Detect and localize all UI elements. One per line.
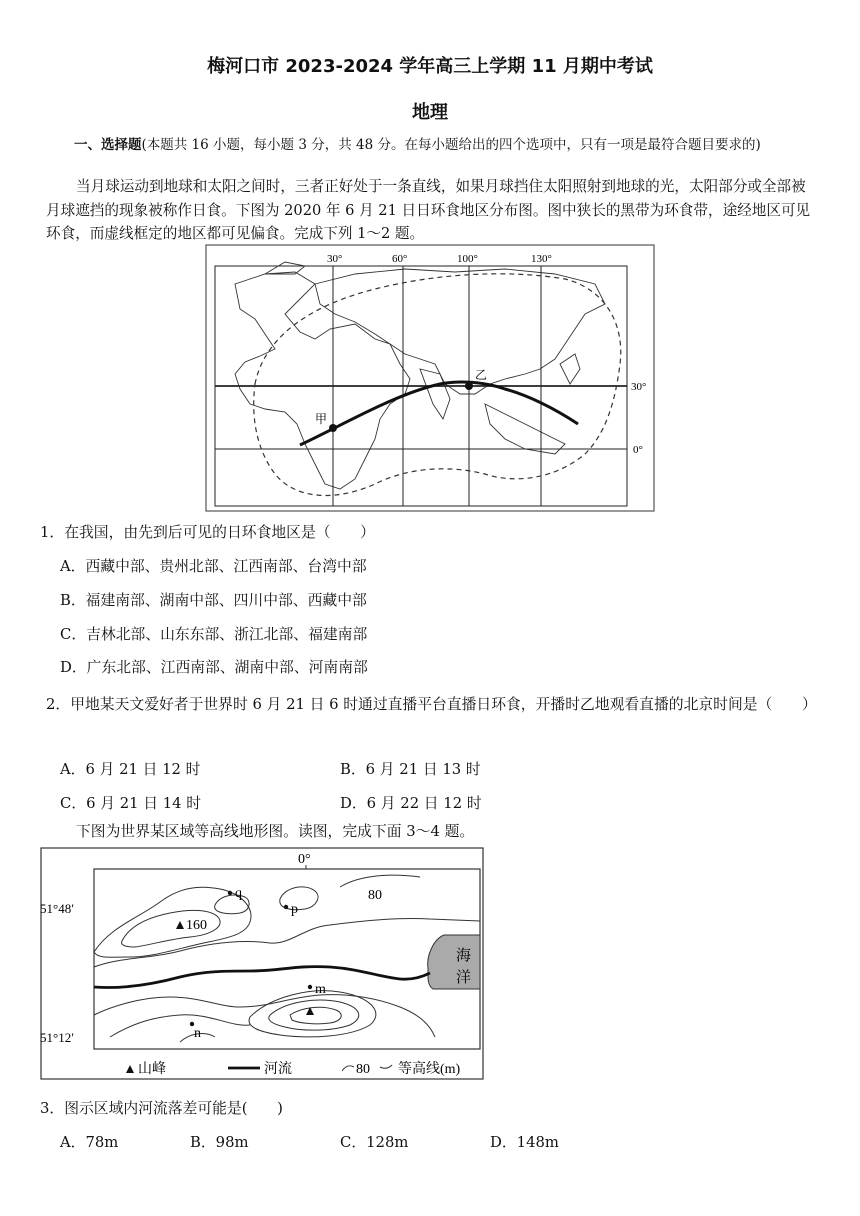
q2-option-b[interactable]: B．6 月 21 日 13 时 <box>340 761 481 778</box>
exam-title: 梅河口市 2023-2024 学年高三上学期 11 月期中考试 <box>207 56 653 77</box>
section-label: 一、选择题 <box>74 137 142 153</box>
point-n-label: n <box>194 1026 201 1041</box>
sea-label-2: 洋 <box>456 970 472 986</box>
point-q-marker <box>228 891 232 895</box>
q2-stem: 2．甲地某天文爱好者于世界时 6 月 21 日 6 时通过直播平台直播日环食，开播时乙地观看直播的北京时间是（ ） <box>46 696 817 713</box>
q1-option-a[interactable]: A．西藏中部、贵州北部、江西南部、台湾中部 <box>60 558 367 575</box>
lon-label-30: 30° <box>327 253 343 265</box>
legend-contour-sample: 80 <box>356 1062 370 1077</box>
q2-option-c[interactable]: C．6 月 21 日 14 时 <box>60 795 202 812</box>
lat-label-0: 0° <box>633 444 643 456</box>
q3-option-a[interactable]: A．78m <box>60 1134 119 1151</box>
q1-stem: 1．在我国，由先到后可见的日环食地区是（ ） <box>40 524 375 541</box>
peak-160-label: 160 <box>186 918 207 933</box>
q1-option-d[interactable]: D．广东北部、江西南部、湖南中部、河南南部 <box>60 659 368 676</box>
contour-label-80: 80 <box>368 888 382 903</box>
q3-option-d[interactable]: D．148m <box>490 1134 559 1151</box>
point-p-marker <box>284 905 288 909</box>
passage-2: 下图为世界某区域等高线地形图。读图，完成下面 3～4 题。 <box>76 823 475 840</box>
q3-option-b[interactable]: B．98m <box>190 1134 249 1151</box>
lat-label-30: 30° <box>631 381 647 393</box>
section-heading <box>74 133 761 153</box>
legend-peak-label: 山峰 <box>138 1062 166 1077</box>
passage-1: 当月球运动到地球和太阳之间时，三者正好处于一条直线，如果月球挡住太阳照射到地球的光，太阳部分或全部被月球遮挡的现象被称作日食。下图为 2020 年 6 月 21 日日环食地区分布图。图中狭长的黑带为环食带，途经地区可见环食，而虚线框定的地区都可见偏食。完成下列 1～2 题。 <box>46 178 811 242</box>
sea-area <box>428 935 480 989</box>
contour-map <box>40 847 485 1081</box>
q2-option-d[interactable]: D．6 月 22 日 12 时 <box>340 795 482 812</box>
lat-label-top: 51°48′ <box>40 901 75 916</box>
point-p-label: p <box>291 902 298 917</box>
point-yi-marker <box>465 382 473 390</box>
q3-option-c[interactable]: C．128m <box>340 1134 409 1151</box>
lon-label-130: 130° <box>531 253 552 265</box>
point-yi-label: 乙 <box>475 368 488 382</box>
point-m-marker <box>308 985 312 989</box>
lat-label-bottom: 51°12′ <box>40 1030 75 1045</box>
eclipse-map <box>205 244 655 512</box>
point-q-label: q <box>235 886 242 901</box>
legend-contour-label: 等高线(m) <box>398 1062 461 1077</box>
sea-label-1: 海 <box>456 948 472 964</box>
q3-stem: 3．图示区域内河流落差可能是( ) <box>40 1100 283 1117</box>
legend-river-label: 河流 <box>264 1062 292 1077</box>
lon-label-60: 60° <box>392 253 408 265</box>
q1-option-c[interactable]: C．吉林北部、山东东部、浙江北部、福建南部 <box>60 626 368 643</box>
point-jia-label: 甲 <box>315 412 328 426</box>
lon-label-0: 0° <box>298 852 311 867</box>
q2-option-a[interactable]: A．6 月 21 日 12 时 <box>60 761 201 778</box>
point-m-label: m <box>315 982 326 997</box>
section-note: (本题共 16 小题，每小题 3 分，共 48 分。在每小题给出的四个选项中，只有一项是最符合题目要求的) <box>141 137 761 153</box>
point-jia-marker <box>329 424 337 432</box>
lon-label-100: 100° <box>457 253 478 265</box>
q1-option-b[interactable]: B．福建南部、湖南中部、四川中部、西藏中部 <box>60 592 367 609</box>
subject-title: 地理 <box>412 102 448 123</box>
